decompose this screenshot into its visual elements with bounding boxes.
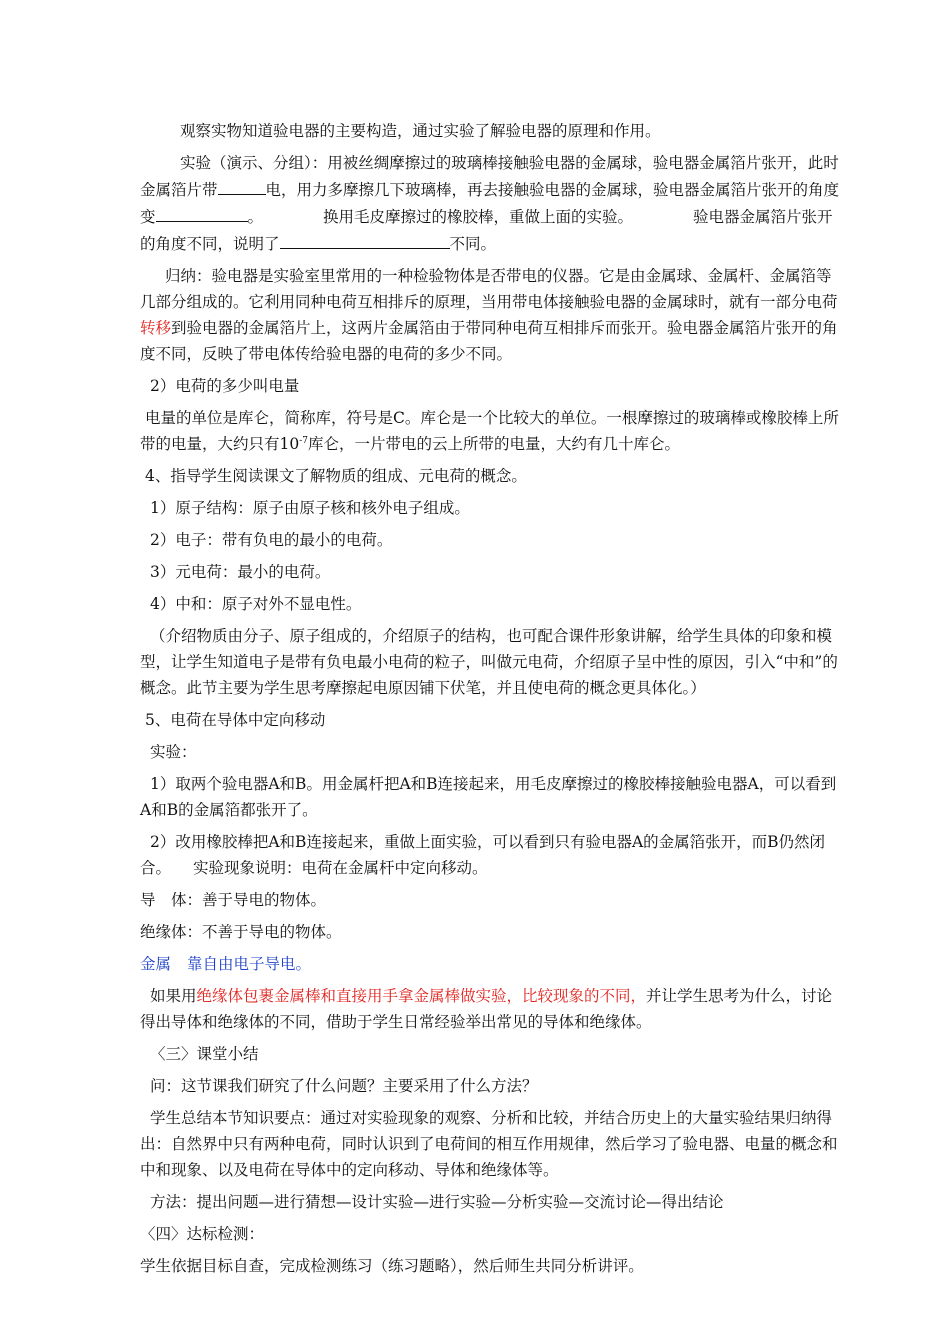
blank-charge-type[interactable]	[218, 176, 266, 195]
summary-question: 问：这节课我们研究了什么问题？主要采用了什么方法？	[150, 1077, 538, 1095]
section-5-experiment-label: 实验：	[150, 743, 197, 761]
comparison-paragraph: 如果用绝缘体包裹金属棒和直接用手拿金属棒做实验，比较现象的不同，并让学生思考为什么，讨论得出导体和绝缘体的不同，借助于学生日常经验举出常见的导体和绝缘体。	[140, 987, 833, 1031]
summary-paragraph: 归纳：验电器是实验室里常用的一种检验物体是否带电的仪器。它是由金属球、金属杆、金属箔等几部分组成的。它利用同种电荷互相排斥的原理，当用带电体接触验电器的金属球时，就有一部分电荷转移到验电器的金属箔片上，这两片金属箔由于带同种电荷互相排斥而张开。验电器金属箔片张开的角度不同，反映了带电体传给验电器的电荷的多少不同。	[140, 267, 838, 363]
method-line: 方法：提出问题—进行猜想—设计实验—进行实验—分析实验—交流讨论—得出结论	[150, 1193, 724, 1211]
elementary-charge-item: 3）元电荷：最小的电荷。	[150, 563, 331, 581]
section-2-body: 电量的单位是库仑，简称库，符号是C。库仑是一个比较大的单位。一根摩擦过的玻璃棒或橡胶棒上所带的电量，大约只有$10^{-7}$库仑，一片带电的云上所带的电量，大约有几十库仑。	[140, 409, 839, 453]
section-4b-title: 〈四〉达标检测：	[140, 1225, 265, 1243]
conductor-definition: 导 体：善于导电的物体。	[140, 891, 327, 909]
section-2-title: 2）电荷的多少叫电量	[150, 377, 300, 395]
section-4-title: 4、指导学生阅读课文了解物质的组成、元电荷的概念。	[145, 467, 527, 485]
experiment-paragraph: 实验（演示、分组）：用被丝绸摩擦过的玻璃棒接触验电器的金属球，验电器金属箔片张开，此时金属箔片带 电，用力多摩擦几下玻璃棒，再去接触验电器的金属球，验电器金属箔片张开的角度变 。 换用毛皮摩擦过的橡胶棒，重做上面的实验。 验电器金属箔片张开的角度不同，说明了 不同。	[140, 154, 840, 253]
section-5-step-2: 2）改用橡胶棒把A和B连接起来，重做上面实验，可以看到只有验电器A的金属箔张开，而B仍然闭合。 实验现象说明：电荷在金属杆中定向移动。	[140, 833, 826, 877]
atom-structure-item: 1）原子结构：原子由原子核和核外电子组成。	[150, 499, 470, 517]
observe-paragraph: 观察实物知道验电器的主要构造，通过实验了解验电器的原理和作用。	[180, 122, 661, 140]
blank-explanation[interactable]	[280, 230, 450, 249]
section-4-note: （介绍物质由分子、原子组成的，介绍原子的结构，也可配合课件形象讲解，给学生具体的印象和模型，让学生知道电子是带有负电最小电荷的粒子，叫做元电荷，介绍原子呈中性的原因，引入“中和”的概念。此节主要为学生思考摩擦起电原因铺下伏笔，并且使电荷的概念更具体化。）	[140, 627, 838, 697]
section-5-step-1: 1）取两个验电器A和B。用金属杆把A和B连接起来，用毛皮摩擦过的橡胶棒接触验电器A，可以看到A和B的金属箔都张开了。	[140, 775, 837, 819]
highlight-transfer: 转移	[140, 319, 172, 337]
section-3-title: 〈三〉课堂小结	[150, 1045, 259, 1063]
neutralization-item: 4）中和：原子对外不显电性。	[150, 595, 362, 613]
section-4b-body: 学生依据目标自查，完成检测练习（练习题略），然后师生共同分析讲评。	[140, 1257, 644, 1275]
blank-angle-change[interactable]	[156, 203, 248, 222]
metal-conduction-line: 金属 靠自由电子导电。	[140, 955, 312, 973]
section-5-title: 5、电荷在导体中定向移动	[145, 711, 326, 729]
highlight-comparison: 绝缘体包裹金属棒和直接用手拿金属棒做实验，比较现象的不同，	[196, 987, 647, 1005]
students-summary: 学生总结本节知识要点：通过对实验现象的观察、分析和比较，并结合历史上的大量实验结果归纳得出：自然界中只有两种电荷，同时认识到了电荷间的相互作用规律，然后学习了验电器、电量的概念和中和现象、以及电荷在导体中的定向移动、导体和绝缘体等。	[140, 1109, 838, 1179]
document-page	[140, 118, 840, 1279]
electron-item: 2）电子：带有负电的最小的电荷。	[150, 531, 393, 549]
insulator-definition: 绝缘体：不善于导电的物体。	[140, 923, 342, 941]
